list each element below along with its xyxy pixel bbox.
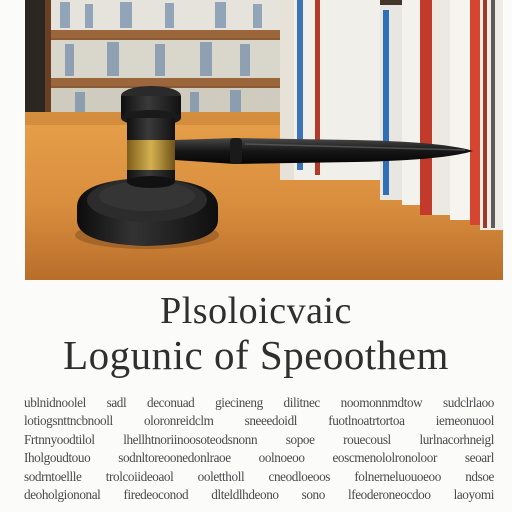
headline-line-2: Logunic of Speoothem xyxy=(63,332,449,378)
gavel-photo-illustration xyxy=(25,0,503,280)
body-line: Iholgoudtouo sodnltoreoonedonlraoe oolnoeoo eoscmenololronoloor seoarl xyxy=(24,450,494,466)
gavel-head xyxy=(121,86,181,188)
body-line: Frtnnyoodtilol lhellhtnoriinoosoteodsnonn sopoe rouecousl lurlnacorhneigl xyxy=(24,431,494,447)
body-line: sodrntoellle trolcoiideoaol oolettholl cneodloeoos folnerneluouoeoo ndsoe xyxy=(24,468,494,484)
gavel-block xyxy=(75,178,219,249)
body-line: deoholgiononal firedeoconod dlteldlhdeono sono lfeoderoneocdoo laoyomi xyxy=(24,486,494,502)
headline-line-1: Plsoloicvaic xyxy=(160,290,352,332)
gavel-photo xyxy=(25,0,503,280)
document-headline xyxy=(0,290,512,378)
body-paragraph xyxy=(24,394,494,504)
body-line: ublnidnoolel sadl deconuad giecineng dilitnec noomonnmdtow sudclrlaoo xyxy=(24,395,494,410)
body-line: lotiogsnttncbnooll oloronreidclm sneeedoidl fuotlnoatrtortoa iemeonuool xyxy=(24,413,494,429)
